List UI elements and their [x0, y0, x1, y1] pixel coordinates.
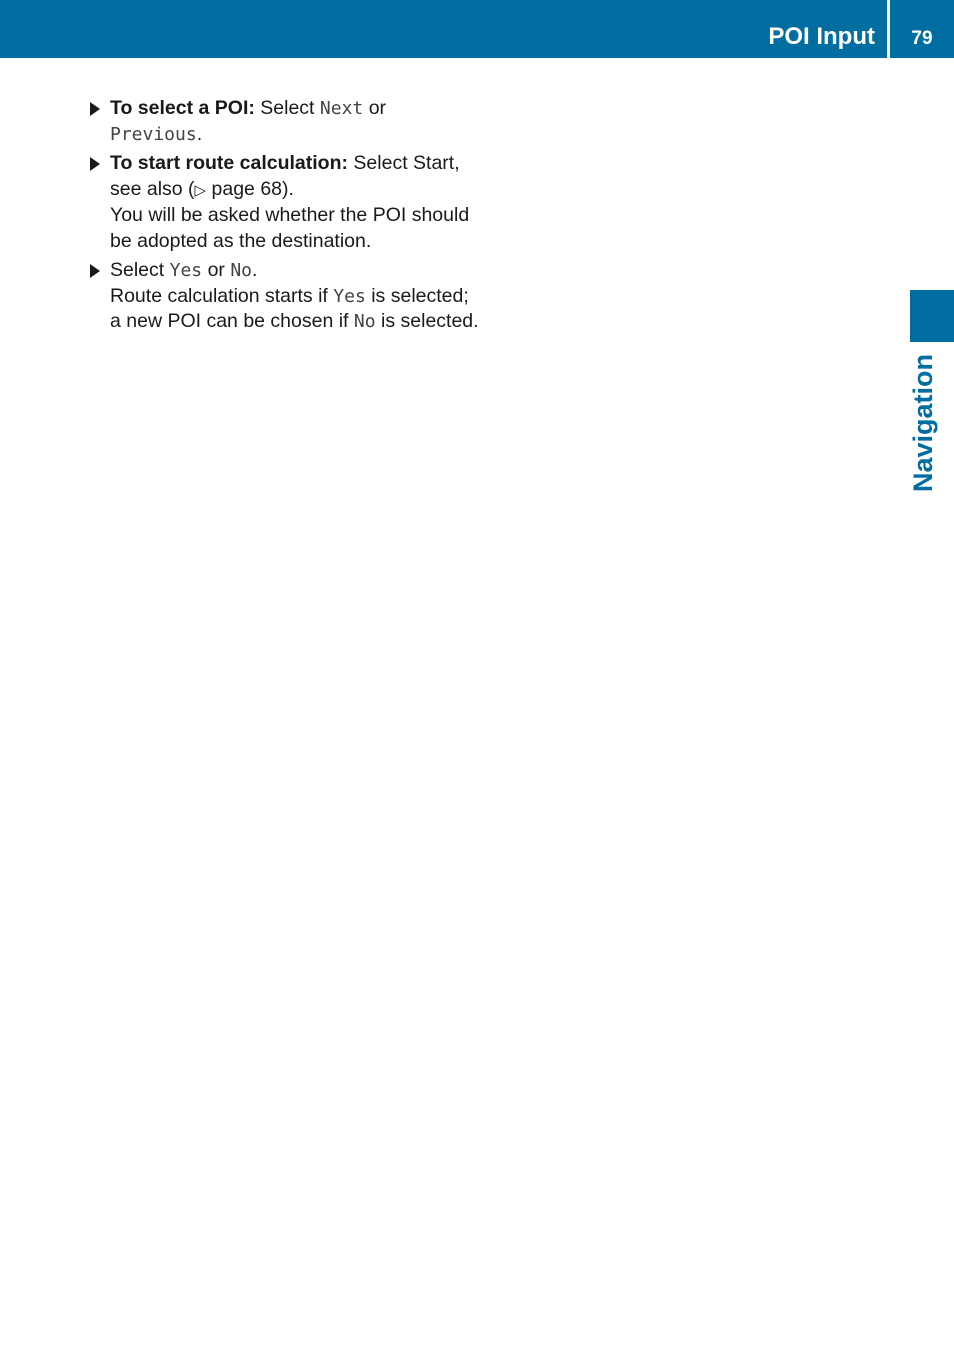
option-no: No — [230, 260, 253, 281]
step-line — [110, 122, 486, 148]
step-text: is selected; — [371, 284, 469, 307]
step-arrow-icon — [90, 264, 100, 278]
step-text: see also ( — [110, 177, 195, 200]
step-text: or — [207, 259, 225, 281]
step-line — [110, 151, 486, 177]
step-text: Route calculation starts if — [110, 284, 328, 307]
step-text: Select — [110, 259, 165, 281]
page-reference-link: page 68). — [211, 177, 294, 200]
header-bar — [0, 0, 954, 58]
step-label: To select a POI: — [110, 97, 255, 119]
step-result: be adopted as the destination. — [110, 229, 372, 252]
option-previous: Previous — [110, 123, 197, 145]
page-number: 79 — [911, 28, 933, 49]
step-text: is selected. — [381, 310, 479, 332]
step-arrow-icon — [90, 157, 100, 171]
chapter-tab-label: Navigation — [908, 353, 938, 492]
step-punctuation: . — [196, 122, 203, 145]
step-choose-yes-no — [86, 258, 486, 335]
step-punctuation: . — [252, 259, 258, 281]
step-text: Select Start, — [353, 152, 460, 174]
step-text: or — [368, 97, 387, 119]
instruction-list — [86, 96, 486, 339]
step-result — [110, 309, 486, 335]
step-line — [110, 258, 486, 284]
step-text: Select — [260, 97, 315, 119]
step-label: To start route calculation: — [110, 152, 348, 174]
step-line — [110, 96, 486, 122]
step-result — [110, 284, 486, 310]
step-select-poi — [86, 96, 486, 147]
step-arrow-icon — [90, 102, 100, 116]
step-line — [110, 177, 486, 204]
page-reference-arrow-icon: ▷ — [194, 181, 207, 199]
step-start-route — [86, 151, 486, 254]
chapter-tab-marker — [910, 290, 954, 342]
step-result: You will be asked whether the POI should — [110, 204, 470, 226]
option-yes: Yes — [169, 260, 203, 281]
section-title: POI Input — [768, 23, 875, 50]
step-text: a new POI can be chosen if — [110, 310, 349, 332]
option-yes: Yes — [333, 285, 366, 307]
option-no: No — [353, 311, 376, 332]
option-next: Next — [319, 98, 364, 119]
